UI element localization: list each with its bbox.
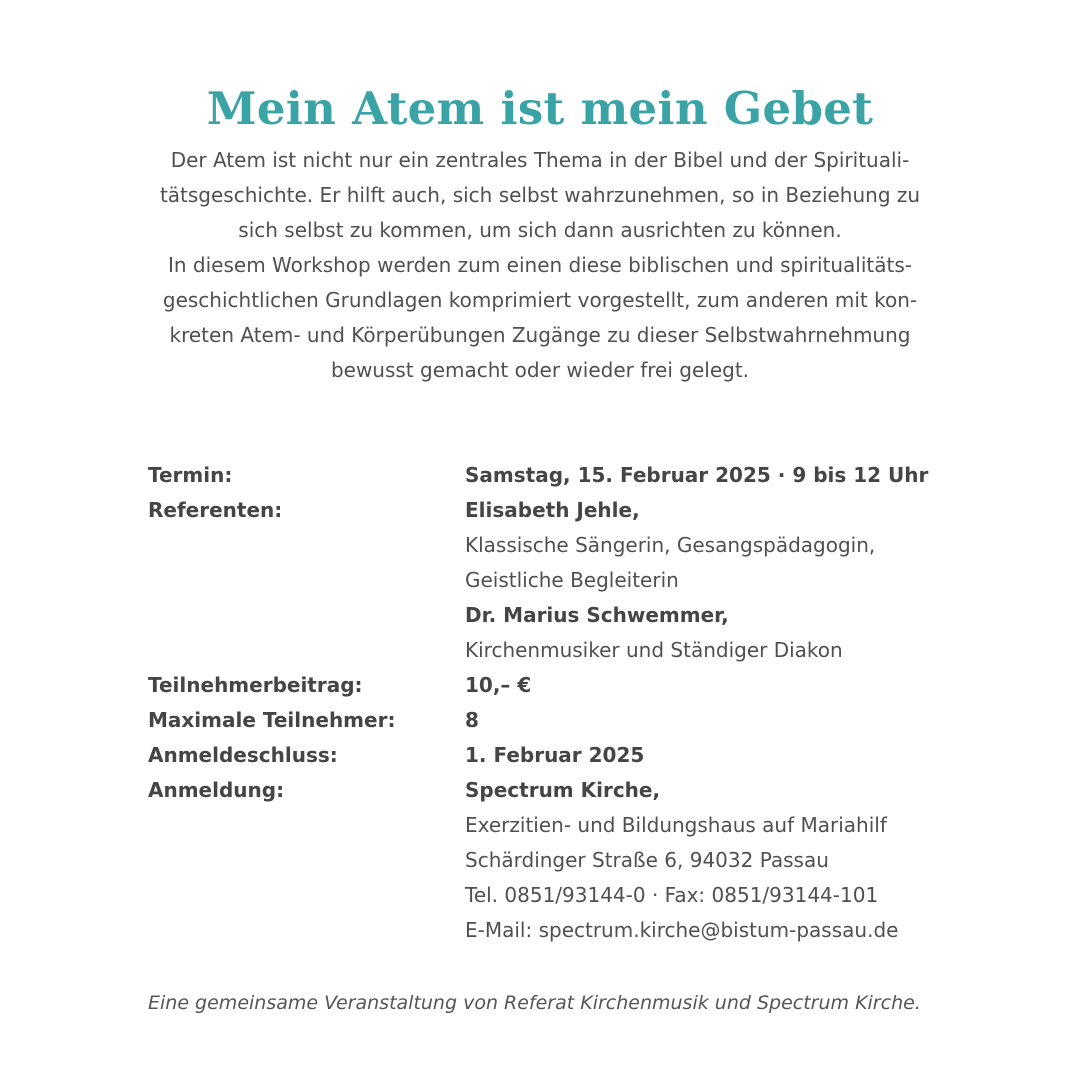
max-teilnehmer-label: Maximale Teilnehmer: — [148, 708, 396, 732]
anmeldung-label: Anmeldung: — [148, 778, 285, 802]
anmeldeschluss-row — [148, 738, 968, 773]
footer-note: Eine gemeinsame Veranstaltung von Referat Kirchenmusik und Spectrum Kirche. — [148, 992, 921, 1014]
termin-row — [148, 458, 968, 493]
intro-line: Der Atem ist nicht nur ein zentrales Thema in der Bibel und der Spirituali- — [170, 148, 910, 172]
intro-line: geschichtlichen Grundlagen komprimiert vorgestellt, zum anderen mit kon- — [162, 288, 918, 312]
page-title: Mein Atem ist mein Gebet — [206, 82, 874, 136]
intro-line: bewusst gemacht oder wieder frei gelegt. — [330, 358, 750, 382]
anmeldung-email: E-Mail: spectrum.kirche@bistum-passau.de — [465, 918, 899, 942]
referenten-label: Referenten: — [148, 498, 283, 522]
termin-label: Termin: — [148, 463, 233, 487]
referenten-row — [148, 493, 968, 528]
referent-1-name: Elisabeth Jehle, — [465, 498, 640, 522]
anmeldung-row — [148, 773, 968, 808]
anmeldeschluss-value: 1. Februar 2025 — [465, 743, 645, 767]
referent-1-role-line-2: Geistliche Begleiterin — [465, 568, 679, 592]
max-teilnehmer-row — [148, 703, 968, 738]
anmeldeschluss-label: Anmeldeschluss: — [148, 743, 338, 767]
anmeldung-address-row — [148, 808, 968, 843]
intro-line: tätsgeschichte. Er hilft auch, sich selbst wahrzunehmen, so in Beziehung zu — [159, 183, 921, 207]
referent-2-name: Dr. Marius Schwemmer, — [465, 603, 729, 627]
anmeldung-address-row — [148, 843, 968, 878]
intro-line: sich selbst zu kommen, um sich dann ausrichten zu können. — [238, 218, 842, 242]
event-details — [148, 458, 968, 948]
referent-1-role-row — [148, 563, 968, 598]
anmeldung-street: Schärdinger Straße 6, 94032 Passau — [465, 848, 829, 872]
intro-line: kreten Atem- und Körperübungen Zugänge zu dieser Selbstwahrnehmung — [169, 323, 911, 347]
anmeldung-phone-fax: Tel. 0851/93144-0 · Fax: 0851/93144-101 — [465, 883, 879, 907]
max-teilnehmer-value: 8 — [465, 708, 479, 732]
anmeldung-house: Exerzitien- und Bildungshaus auf Mariahilf — [465, 813, 887, 837]
referent-1-role-line-1: Klassische Sängerin, Gesangspädagogin, — [465, 533, 876, 557]
referent-2-row — [148, 598, 968, 633]
anmeldung-phone-row — [148, 878, 968, 913]
anmeldung-email-row — [148, 913, 968, 948]
anmeldung-org: Spectrum Kirche, — [465, 778, 661, 802]
referent-2-role: Kirchenmusiker und Ständiger Diakon — [465, 638, 843, 662]
beitrag-value: 10,– € — [465, 673, 532, 697]
termin-value: Samstag, 15. Februar 2025 · 9 bis 12 Uhr — [465, 463, 929, 487]
referent-1-role-row — [148, 528, 968, 563]
beitrag-label: Teilnehmerbeitrag: — [148, 673, 363, 697]
intro-paragraph — [0, 143, 1080, 388]
intro-line: In diesem Workshop werden zum einen diese biblischen und spiritualitäts- — [168, 253, 912, 277]
beitrag-row — [148, 668, 968, 703]
referent-2-role-row — [148, 633, 968, 668]
